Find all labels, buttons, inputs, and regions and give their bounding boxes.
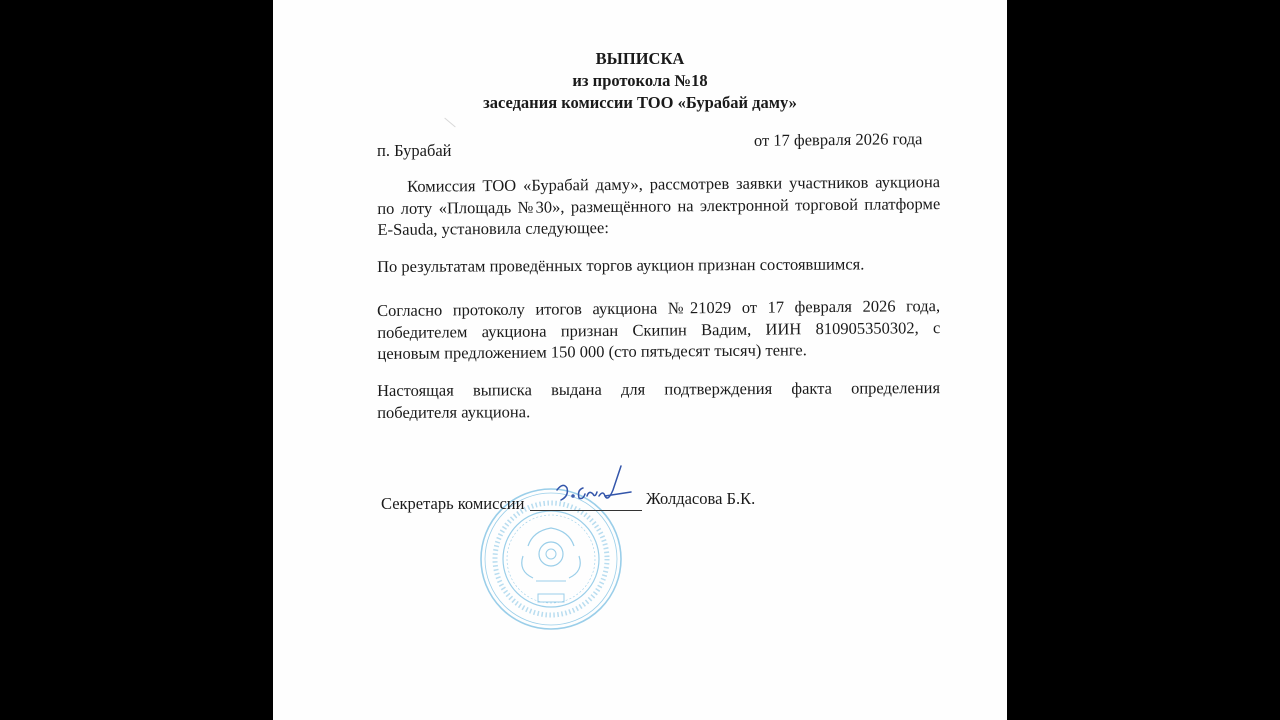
document-subtitle-protocol: из протокола №18 — [572, 71, 708, 90]
signature-line — [530, 510, 642, 511]
document-page — [273, 0, 1007, 720]
paragraph-line: победителя аукциона. — [377, 401, 531, 422]
paragraph-line: E-Sauda, установила следующее: — [377, 217, 609, 239]
signature-icon — [553, 462, 633, 512]
paragraph-line: По результатам проведённых торгов аукцион признан состоявшимся. — [377, 254, 865, 276]
signature-role: Секретарь комиссии — [381, 494, 525, 513]
paragraph-line: победителем аукциона признан Скипин Вадим, ИИН 810905350302, с — [377, 317, 941, 342]
document-title: ВЫПИСКА — [595, 49, 685, 68]
paragraph-line: Согласно протоколу итогов аукциона №21029 от 17 февраля 2026 года, — [377, 296, 941, 320]
document-subtitle-commission: заседания комиссии ТОО «Бурабай даму» — [483, 93, 797, 112]
paragraph-purpose — [377, 377, 940, 423]
paragraph-line: по лоту «Площадь №30», размещённого на электронной торговой платформе — [377, 193, 941, 218]
paragraph-commission-review — [377, 171, 941, 240]
document-place: п. Бурабай — [377, 141, 452, 160]
document-date: от 17 февраля 2026 года — [753, 129, 923, 150]
paragraph-line: Настоящая выписка выдана для подтверждения факта определения — [377, 378, 941, 400]
paragraph-line: ценовым предложением 150 000 (сто пятьдесят тысяч) тенге. — [377, 340, 807, 363]
signatory-name: Жолдасова Б.К. — [646, 489, 756, 508]
scan-artifact — [444, 118, 455, 128]
paragraph-line: Комиссия ТОО «Бурабай даму», рассмотрев заявки участников аукциона — [407, 172, 941, 196]
paragraph-winner — [377, 295, 941, 364]
paragraph-auction-result — [377, 253, 940, 277]
